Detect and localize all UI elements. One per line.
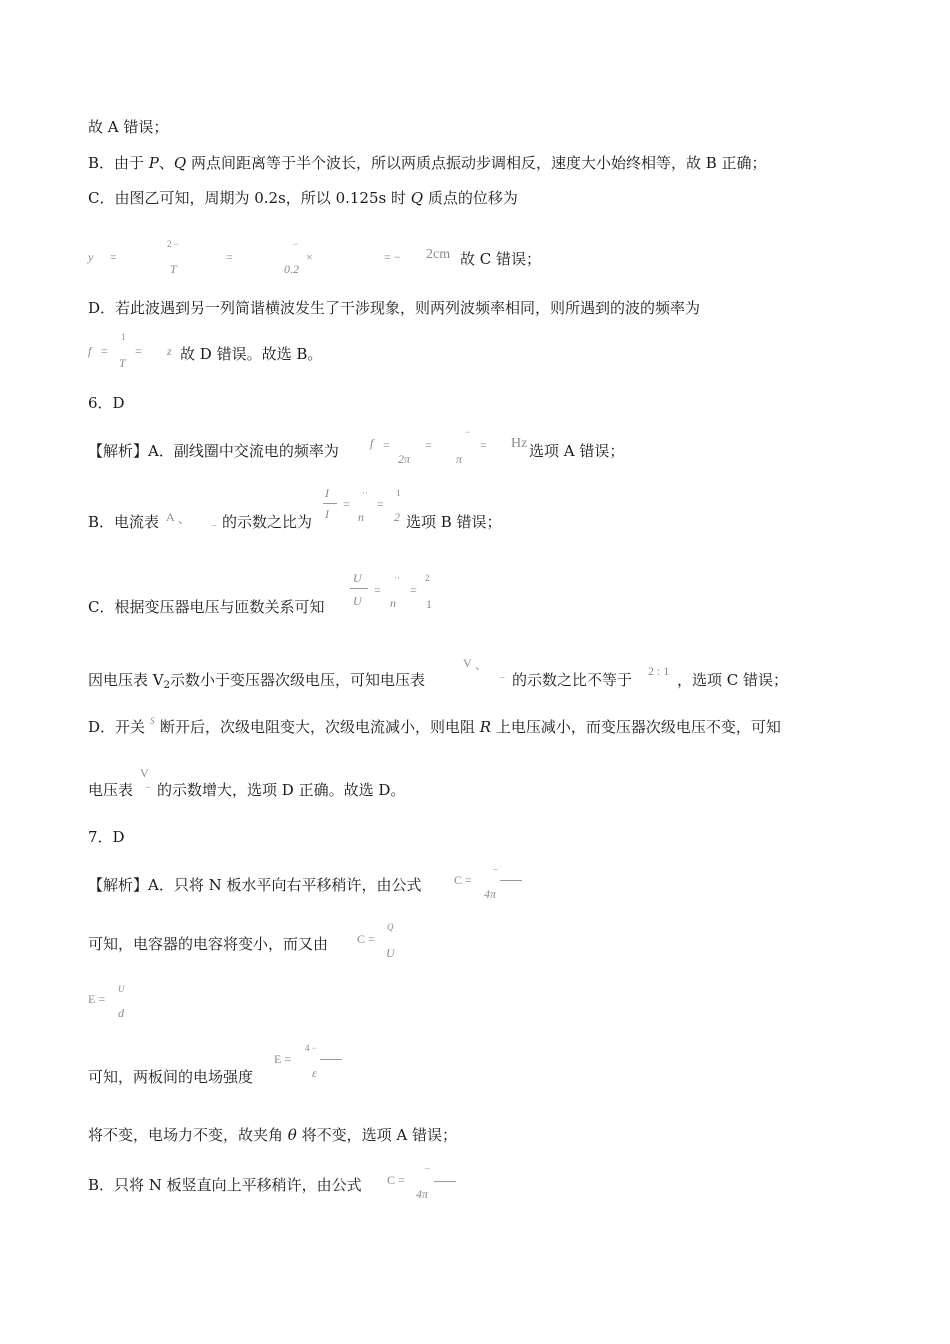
line-text: 选项 A 错误； [529,442,625,460]
line-text: 、 [158,154,174,172]
formula-fragment: T [119,356,126,370]
formula-fragment: − [293,239,299,249]
formula-fragment: S [150,716,155,726]
text-line [88,441,339,461]
var-theta: θ [287,1126,297,1144]
formula-fragment: y [88,250,94,264]
line-text: 将不变，选项 A 错误； [296,1126,457,1144]
line-text: D．开关 [88,718,146,736]
text-line [677,670,788,690]
text-line [460,249,541,269]
line-text: 【解析】A．副线圈中交流电的频率为 [88,442,339,460]
text-line [88,780,133,800]
formula-fragment: = [374,583,381,597]
formula-fragment: T [170,262,177,276]
line-text: D．若此波遇到另一列简谐横波发生了干涉现象，则两列波频率相同，则所遇到的波的频率为 [88,299,701,317]
var-p: P [148,154,159,172]
formula-fragment: 2 − [167,239,179,249]
formula-fragment: 2π [398,452,411,466]
text-line [180,344,322,364]
formula-fragment: C = [454,873,472,887]
formula-fragment: E = [274,1052,292,1066]
formula-fragment: 2 [394,510,400,524]
line-text: B．电流表 [88,513,160,531]
formula-fragment: n [358,510,364,524]
line-text: 的示数之比为 [222,513,313,531]
formula-fragment: π [456,452,463,466]
formula-fragment: f [370,436,374,450]
formula-fragment: = [135,344,142,358]
line-text: 的示数之比不等于 [512,671,633,689]
formula-fragment: – [212,520,217,530]
line-text: 故 A 错误； [88,118,169,136]
formula-fragment: 4π [484,887,497,901]
line-text: C．由图乙可知，周期为 0.2s，所以 0.125s 时 [88,189,411,207]
formula-fragment: ·· [394,573,400,583]
formula-fragment: 、 [475,658,488,672]
formula-fragment: – [500,672,505,682]
formula-fragment: V [140,766,149,780]
text-line [88,393,125,413]
formula-fragment: 2 : 1 [648,664,670,678]
text-line [88,117,168,137]
line-text: 故 D 错误。故选 B。 [180,345,323,363]
text-line [88,188,518,208]
formula-fragment: V [463,656,472,670]
line-text: C．根据变压器电压与匝数关系可知 [88,598,325,616]
line-text: 选项 B 错误； [406,513,502,531]
formula-fragment: − [465,427,471,437]
formula-fragment: U [386,946,395,960]
formula-fragment: ·· [362,488,368,498]
text-line [88,875,422,895]
text-line [529,441,624,461]
subscript: 2 [163,680,170,691]
line-text: 将不变，电场力不变，故夹角 [88,1126,288,1144]
formula-fragment: = [410,583,417,597]
formula-fragment: C = [387,1173,405,1187]
line-text: 可知，两板间的电场强度 [88,1068,254,1086]
line-text: 断开后，次级电阻变大，次级电流减小，则电阻 [160,718,480,736]
formula-fragment: = [383,438,390,452]
var-q: Q [410,189,424,207]
fraction-bar [320,1059,342,1060]
formula-fragment: 0.2 [284,262,299,276]
line-text: 上电压减小，而变压器次级电压不变，可知 [491,718,781,736]
text-line [88,153,767,173]
formula-fragment: = [110,250,117,264]
formula-fragment: = − [384,250,401,264]
line-text: 示数小于变压器次级电压，可知电压表 [169,671,425,689]
text-line [88,670,425,696]
formula-fragment: 2 [425,573,430,583]
line-text: 质点的位移为 [423,189,518,207]
line-text: 7．D [88,828,125,846]
formula-fragment: Q [387,922,394,932]
formula-fragment: d [118,1006,124,1020]
line-text: 故 C 错误； [460,250,542,268]
text-line [88,717,145,737]
formula-fragment: = [377,497,384,511]
formula-fragment: – [493,864,498,874]
formula-fragment: E = [88,992,106,1006]
formula-fragment: U [353,594,362,608]
formula-fragment: 2cm [426,247,451,262]
formula-fragment: I [325,507,329,521]
formula-fragment: 4 − [305,1043,317,1053]
line-text: 两点间距离等于半个波长，所以两质点振动步调相反，速度大小始终相等，故 B 正确； [186,154,767,172]
formula-fragment: n [390,596,396,610]
formula-fragment: A [166,510,175,524]
formula-fragment: 4π [416,1187,429,1201]
text-line [406,512,502,532]
var-r: R [479,718,492,736]
formula-fragment: – [146,782,151,792]
text-line [222,512,312,532]
formula-fragment: C = [357,932,375,946]
text-line [160,717,781,737]
formula-fragment: 1 [426,597,432,611]
formula-fragment: 1 [121,332,126,342]
line-text: 可知，电容器的电容将变小，而又由 [88,935,329,953]
formula-fragment: U [353,571,362,585]
line-text: ，选项 C 错误； [677,671,789,689]
line-text: 的示数增大，选项 D 正确。故选 D。 [157,781,406,799]
formula-fragment: ε [312,1066,317,1080]
text-line [88,827,125,847]
formula-fragment: – [425,1163,430,1173]
fraction-bar [434,1181,456,1182]
formula-fragment: = [425,438,432,452]
line-text: B．只将 N 板竖直向上平移稍许，由公式 [88,1176,362,1194]
fraction-bar [350,588,368,589]
text-line [88,1067,253,1087]
text-line [512,670,632,690]
formula-fragment: 、 [178,512,191,526]
formula-fragment: I [325,486,329,500]
text-line [88,934,328,954]
fraction-bar [323,503,337,504]
formula-fragment: Hz [511,436,528,451]
line-text: 电压表 [88,781,134,799]
text-line [88,298,700,318]
formula-fragment: = [480,438,487,452]
formula-fragment: = [101,344,108,358]
text-line [88,1125,457,1145]
formula-fragment: z [167,344,172,358]
formula-fragment: = [226,250,233,264]
formula-fragment: U [118,984,125,994]
formula-fragment: 1 [396,488,401,498]
line-text: B．由于 [88,154,149,172]
formula-fragment: f [88,344,92,358]
formula-fragment: × [306,250,313,264]
line-text: 因电压表 V [88,671,164,689]
var-q: Q [173,154,187,172]
fraction-bar [500,880,522,881]
formula-fragment: = [343,497,350,511]
line-text: 6．D [88,394,125,412]
text-line [88,597,324,617]
line-text: 【解析】A．只将 N 板水平向右平移稍许，由公式 [88,876,422,894]
text-line [88,512,159,532]
text-line [157,780,405,800]
text-line [88,1175,362,1195]
